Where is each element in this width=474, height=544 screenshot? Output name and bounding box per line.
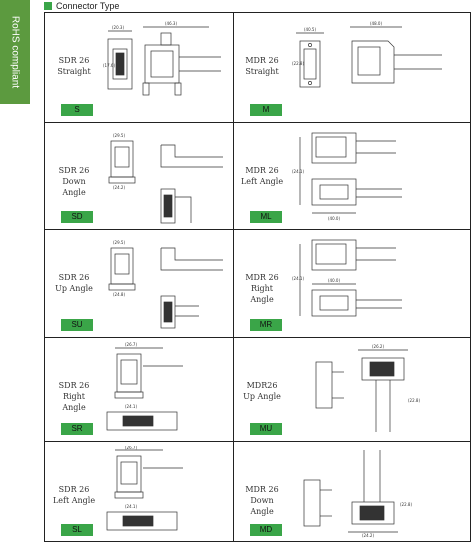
sdr26-up-angle-drawing [103,234,227,334]
dim-top: (26.7) [125,342,138,347]
connector-code-badge: MU [250,423,282,435]
connector-name: MDR 26 Left Angle [240,166,284,186]
dim-bottom: (24.2) [362,533,375,538]
cell-mdr26-down-angle [234,442,470,542]
dim-side: (22.8) [400,502,413,507]
connector-code-badge: SR [61,423,93,435]
dim-top: (26.2) [372,344,385,349]
sdr26-straight-drawing [103,17,227,117]
cell-sdr26-down-angle [45,123,233,230]
dim-side: (22.8) [408,398,421,403]
cell-mdr26-left-angle [234,123,470,230]
cell-sdr26-straight [45,13,233,123]
dim-side: (24.1) [292,276,305,281]
connector-code-badge: M [250,104,282,116]
dim-height: (17.6) [103,63,116,68]
dim-bottom: (24.1) [125,504,138,509]
cell-sdr26-left-angle [45,442,233,542]
dim-top: (29.5) [113,133,126,138]
connector-code-badge: MD [250,524,282,536]
mdr26-down-angle-drawing [292,446,462,538]
sdr26-down-angle-drawing [103,127,227,227]
connector-name: MDR 26 Straight [245,56,279,76]
header-square-icon [44,2,52,10]
sdr26-right-angle-drawing [103,342,227,438]
connector-name: MDR 26 Right Angle [245,273,279,304]
dim-bottom: (24.2) [113,185,126,190]
connector-name: MDR26 Up Angle [243,381,281,401]
mdr26-left-angle-drawing [292,127,462,227]
connector-code-badge: SU [61,319,93,331]
connector-name: SDR 26 Right Angle [58,381,90,412]
connector-name: SDR 26 Left Angle [52,485,96,505]
dim-bottom: (24.1) [125,404,138,409]
dim-bottom: (40.0) [328,216,341,221]
connector-code-badge: ML [250,211,282,223]
header-title: Connector Type [56,1,120,11]
dim-top: (26.7) [125,446,138,450]
connector-table [44,12,471,542]
cell-sdr26-up-angle [45,230,233,338]
dim-width: (20.3) [112,25,125,30]
dim-length: (46.3) [165,21,178,26]
dim-bottom: (40.0) [328,278,341,283]
dim-bottom: (24.8) [113,292,126,297]
rohs-side-tab [0,0,30,104]
cell-mdr26-right-angle [234,230,470,338]
dim-width: (40.5) [304,27,317,32]
connector-name: SDR 26 Up Angle [55,273,93,293]
connector-code-badge: SL [61,524,93,536]
connector-name: MDR 26 Down Angle [245,485,279,516]
connector-name: SDR 26 Down Angle [58,166,90,197]
mdr26-right-angle-drawing [292,234,462,334]
mdr26-straight-drawing [292,17,462,117]
mdr26-up-angle-drawing [292,342,462,438]
dim-top: (29.5) [113,240,126,245]
dim-height: (22.8) [292,61,305,66]
cell-sdr26-right-angle [45,338,233,442]
connector-code-badge: SD [61,211,93,223]
cell-mdr26-straight [234,13,470,123]
section-header [44,0,119,12]
connector-name: SDR 26 Straight [57,56,91,76]
cell-mdr26-up-angle [234,338,470,442]
sdr26-left-angle-drawing [103,446,227,538]
dim-length: (48.0) [370,21,383,26]
dim-side: (24.1) [292,169,305,174]
connector-code-badge: S [61,104,93,116]
connector-code-badge: MR [250,319,282,331]
rohs-label: RoHS compliant [9,15,21,89]
